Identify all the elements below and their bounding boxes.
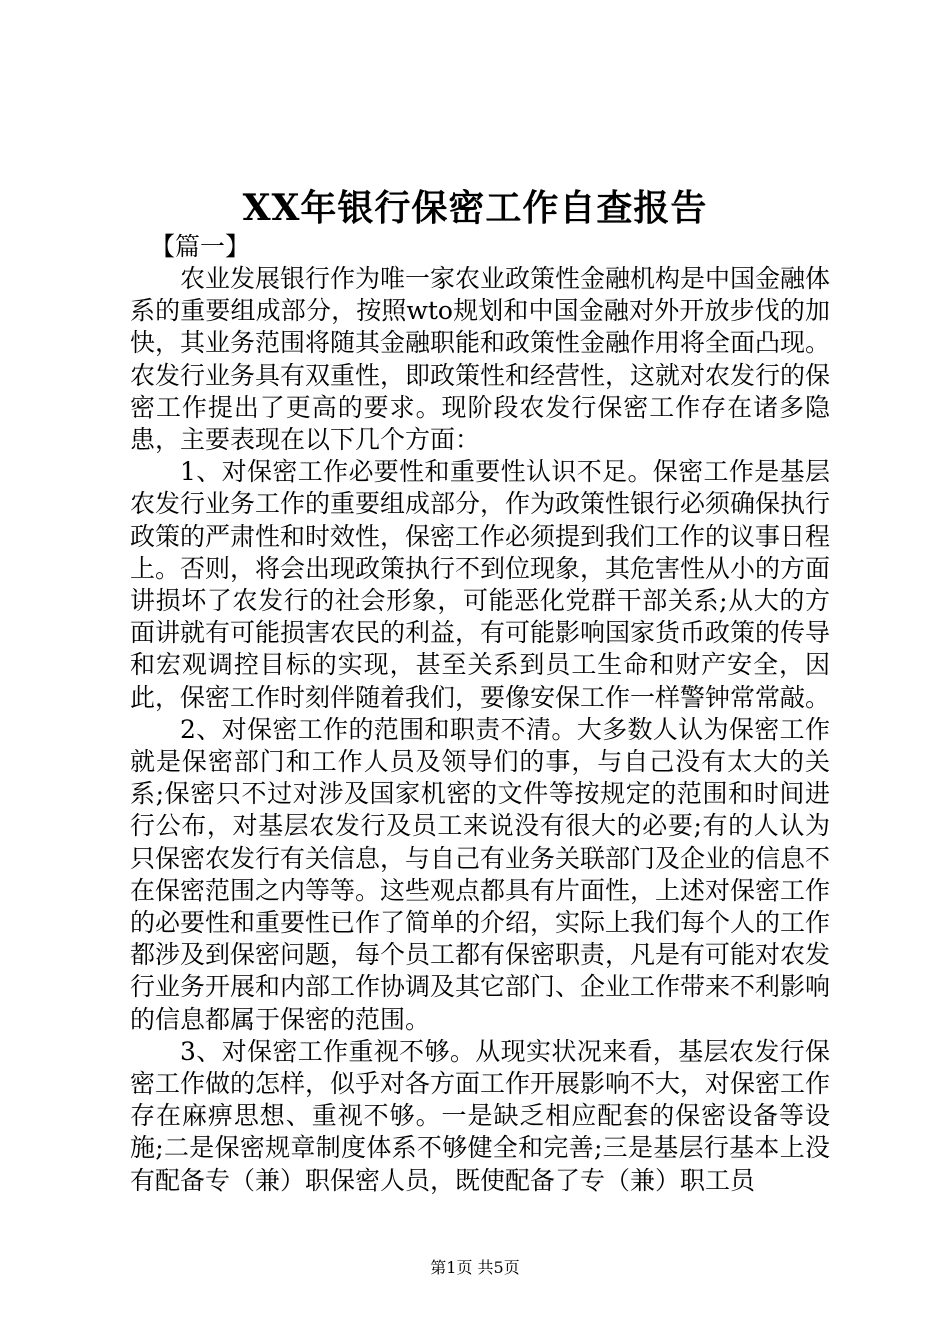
- page-footer: 第1页 共5页: [430, 1258, 520, 1277]
- section-label: 【篇一】: [150, 232, 251, 261]
- document-body: [130, 231, 830, 1197]
- paragraph-point-3: 3、对保密工作重视不够。从现实状况来看，基层农发行保密工作做的怎样，似乎对各方面工作开展影响不大，对保密工作存在麻痹思想、重视不够。一是缺乏相应配套的保密设备等设施;二是保密规章制度体系不够健全和完善;三是基层行基本上没有配备专（兼）职保密人员，既使配备了专（兼）职工员: [130, 1036, 831, 1195]
- document-title: XX年银行保密工作自查报告: [242, 187, 708, 229]
- paragraph-point-1: 1、对保密工作必要性和重要性认识不足。保密工作是基层农发行业务工作的重要组成部分，作为政策性银行必须确保执行政策的严肃性和时效性，保密工作必须提到我们工作的议事日程上。否则，将会出现政策执行不到位现象，其危害性从小的方面讲损坏了农发行的社会形象，可能恶化党群干部关系;从大的方面讲就有可能损害农民的利益，有可能影响国家货币政策的传导和宏观调控目标的实现，甚至关系到员工生命和财产安全，因此，保密工作时刻伴随着我们，要像安保工作一样警钟常常敲。: [130, 457, 831, 712]
- paragraph-point-2: 2、对保密工作的范围和职责不清。大多数人认为保密工作就是保密部门和工作人员及领导们的事，与自己没有太大的关系;保密只不过对涉及国家机密的文件等按规定的范围和时间进行公布，对基层农发行及员工来说没有很大的必要;有的人认为只保密农发行有关信息，与自己有业务关联部门及企业的信息不在保密范围之内等等。这些观点都具有片面性，上述对保密工作的必要性和重要性已作了简单的介绍，实际上我们每个人的工作都涉及到保密问题，每个员工都有保密职责，凡是有可能对农发行业务开展和内部工作协调及其它部门、企业工作带来不利影响的信息都属于保密的范围。: [130, 714, 831, 1034]
- paragraph-intro: 农业发展银行作为唯一家农业政策性金融机构是中国金融体系的重要组成部分，按照wto规划和中国金融对外开放步伐的加快，其业务范围将随其金融职能和政策性金融作用将全面凸现。农发行业务具有双重性，即政策性和经营性，这就对农发行的保密工作提出了更高的要求。现阶段农发行保密工作存在诸多隐患，主要表现在以下几个方面：: [130, 264, 831, 455]
